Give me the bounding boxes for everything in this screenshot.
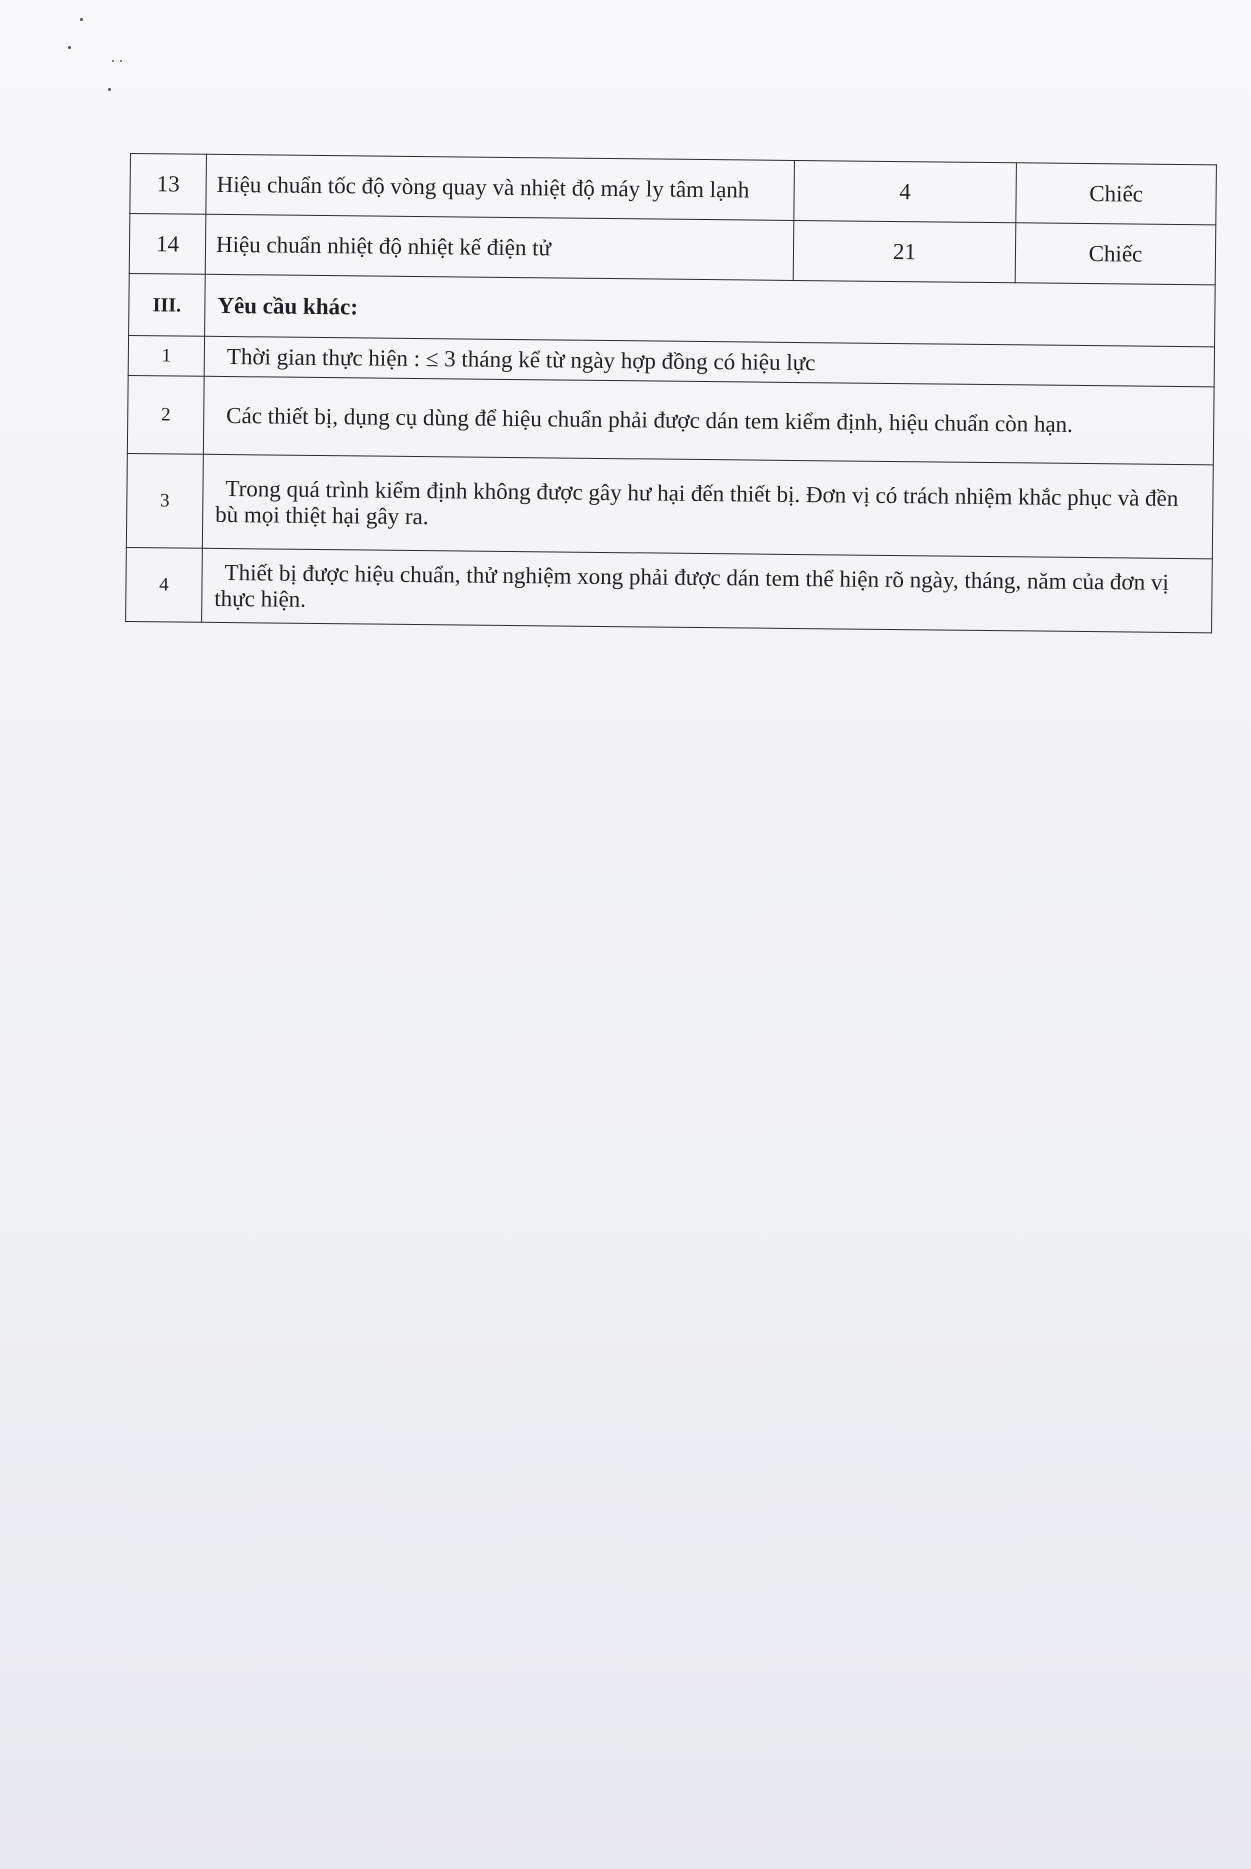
section-number: III. (129, 273, 206, 336)
scan-speck (68, 46, 71, 49)
table-row (130, 154, 1217, 225)
requirement-number: 3 (126, 453, 203, 548)
section-header-row (129, 273, 1216, 346)
item-name: Hiệu chuẩn nhiệt độ nhiệt kế điện tử (205, 214, 794, 280)
requirement-text: Các thiết bị, dụng cụ dùng để hiệu chuẩn phải được dán tem kiểm định, hiệu chuẩn còn hạn. (203, 376, 1214, 465)
requirement-text: Thiết bị được hiệu chuẩn, thử nghiệm xong phải được dán tem thể hiện rõ ngày, tháng, năm của đơn vị thực hiện. (202, 548, 1213, 633)
requirement-number: 2 (127, 375, 204, 454)
scan-speck (120, 60, 122, 62)
table-row (129, 214, 1216, 285)
section-title: Yêu cầu khác: (205, 274, 1216, 347)
scan-speck (80, 18, 83, 21)
requirement-text: Trong quá trình kiểm định không được gây hư hại đến thiết bị. Đơn vị có trách nhiệm khắc phục và đền bù mọi thiệt hại gây ra. (202, 454, 1213, 559)
scan-speck (112, 60, 114, 62)
item-number: 13 (130, 154, 207, 215)
item-unit: Chiếc (1016, 163, 1217, 225)
scan-speck (108, 88, 111, 91)
table-row (126, 547, 1213, 632)
requirement-number: 1 (128, 335, 204, 376)
item-name: Hiệu chuẩn tốc độ vòng quay và nhiệt độ máy ly tâm lạnh (206, 154, 795, 220)
item-number: 14 (129, 214, 206, 275)
requirement-text: Thời gian thực hiện : ≤ 3 tháng kể từ ngày hợp đồng có hiệu lực (204, 336, 1214, 387)
requirement-number: 4 (126, 547, 203, 622)
table-row (127, 375, 1214, 464)
requirements-table (125, 153, 1217, 633)
item-quantity: 4 (794, 160, 1017, 222)
table-row (126, 453, 1213, 558)
item-unit: Chiếc (1015, 223, 1216, 285)
item-quantity: 21 (793, 220, 1016, 282)
